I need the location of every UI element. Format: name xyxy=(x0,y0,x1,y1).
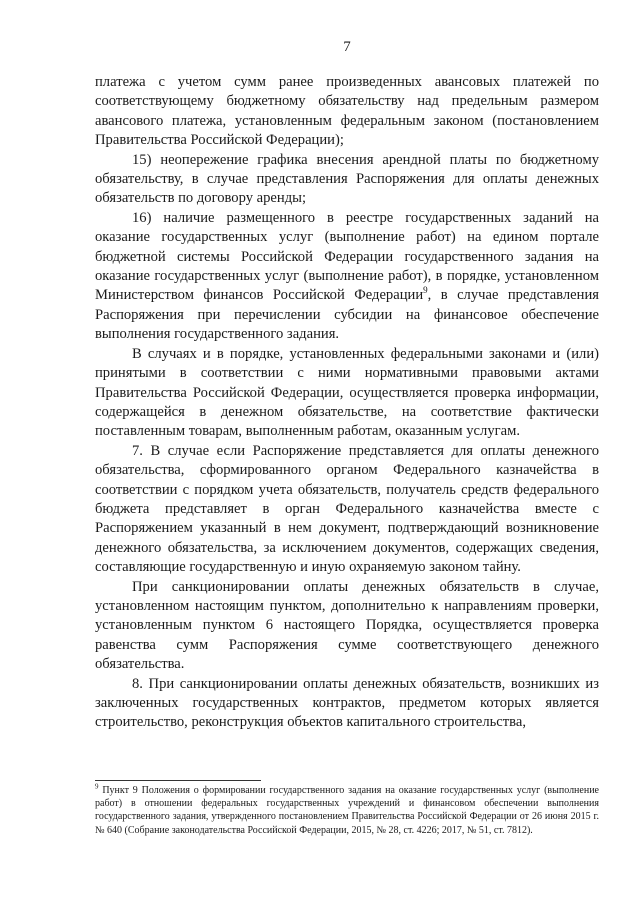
paragraph-item-16 xyxy=(95,209,599,345)
paragraph-item-7: 7. В случае если Распоряжение представляется для оплаты денежного обязательства, сформированного органом Федерального казначейства в соответствии с порядком учета обязательств, получатель средств федерального бюджета представляет в орган Федерального казначейства вместе с Распоряжением указанный в нем документ, подтверждающий возникновение денежного обязательства, за исключением документов, содержащих сведения, составляющие государственную и иную охраняемую законом тайну. xyxy=(95,442,599,576)
paragraph-item-16-text-continued: , в случае представления Распоряжения при перечислении субсидии на финансовое обеспечение выполнения государственного задания. xyxy=(95,287,599,343)
footnote-text: Пункт 9 Положения о формировании государственного задания на оказание государственных услуг (выполнение работ) в отношении федеральных государственных учреждений и финансовом обеспечении выполнения государственного задания, утвержденного постановлением Правительства Российской Федерации от 26 июня 2015 г. № 640 (Собрание законодательства Российской Федерации, 2015, № 28, ст. 4226; 2017, № 51, ст. 7812). xyxy=(95,785,599,836)
paragraph-item-16-text: 16) наличие размещенного в реестре государственных заданий на оказание государственных услуг (выполнение работ) на едином портале бюджетной системы Российской Федерации государственного задания на оказание государственных услуг (выполнение работ), в порядке, установленном Министерством финансов Российской Федерации xyxy=(95,209,599,304)
paragraph-item-15: 15) неопережение графика внесения арендной платы по бюджетному обязательству, в случае представления Распоряжения для оплаты денежных обязательств по договору аренды; xyxy=(95,151,599,207)
footnotes xyxy=(95,784,599,837)
page-number: 7 xyxy=(343,39,351,55)
document-body xyxy=(95,73,599,733)
paragraph-sanctioning: При санкционировании оплаты денежных обязательств в случае, установленном настоящим пунктом, дополнительно к направлениям проверки, установленным пунктом 6 настоящего Порядка, осуществляется проверка равенства сумм Распоряжения сумме соответствующего денежного обязательства. xyxy=(95,578,599,673)
paragraph-item-8: 8. При санкционировании оплаты денежных обязательств, возникших из заключенных государственных контрактов, предметом которых является строительство, реконструкция объектов капитального строительства, xyxy=(95,675,599,731)
footnote-9 xyxy=(95,784,599,837)
footnote-marker: 9 xyxy=(95,782,99,791)
paragraph-1: платежа с учетом сумм ранее произведенных авансовых платежей по соответствующему бюджетному обязательству над предельным размером авансового платежа, установленным федеральным законом (постановлением Правительства Российской Федерации); xyxy=(95,74,599,149)
footnote-reference[interactable]: 9 xyxy=(423,285,428,296)
footnote-divider xyxy=(95,780,261,781)
paragraph-verification: В случаях и в порядке, установленных федеральными законами и (или) принятыми в соответствии с ними нормативными правовыми актами Правительства Российской Федерации, осуществляется проверка информации, содержащейся в денежном обязательстве, на соответствие фактически поставленным товарам, выполненным работам, оказанным услугам. xyxy=(95,345,599,440)
